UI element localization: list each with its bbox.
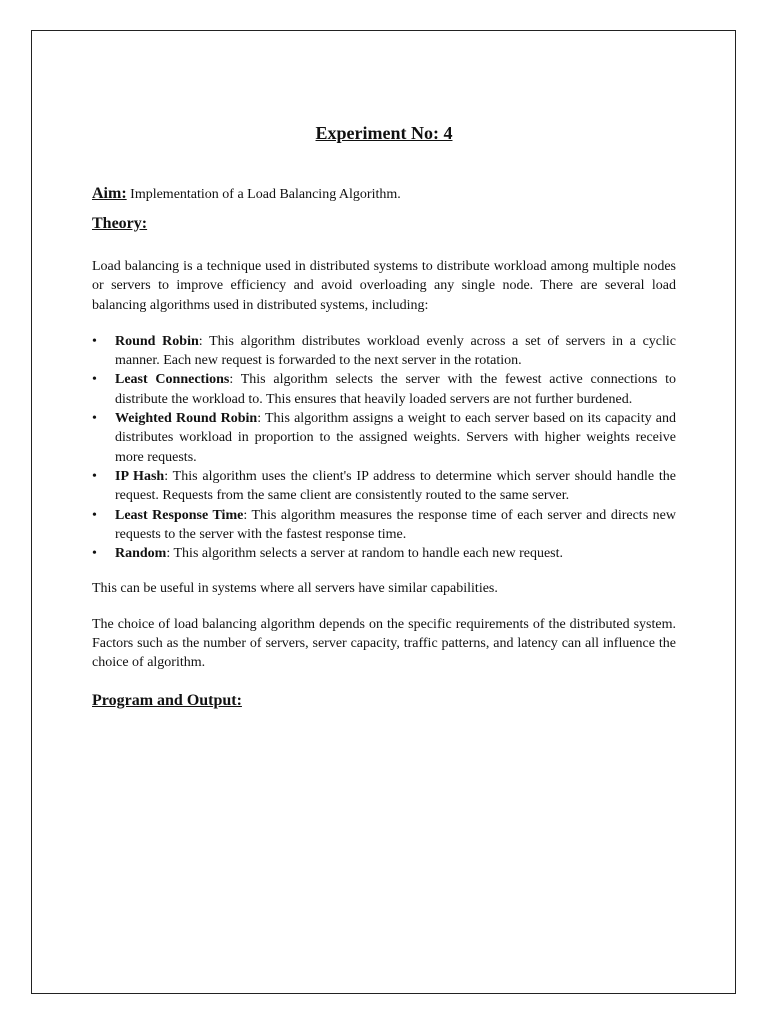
list-item [92, 370, 676, 409]
list-item [92, 409, 676, 467]
list-item [92, 506, 676, 545]
bullet-icon: • [92, 546, 97, 562]
aim-label: Aim: [92, 185, 127, 202]
list-item [92, 467, 676, 506]
bullet-icon: • [92, 333, 97, 349]
algorithm-description: : This algorithm selects the server with the fewest active connections to distribute the workload to. This ensures that heavily loaded servers are not further burdened. [115, 372, 676, 407]
algorithm-term: Least Response Time [115, 507, 244, 523]
algorithm-term: Round Robin [115, 333, 199, 349]
algorithm-description: : This algorithm distributes workload evenly across a set of servers in a cyclic manner. Each new request is forwarded to the next server in the rotation. [115, 333, 676, 369]
useful-note: This can be useful in systems where all servers have similar capabilities. [92, 581, 498, 597]
algorithm-description: : This algorithm selects a server at random to handle each new request. [166, 546, 564, 562]
algorithm-list [92, 332, 676, 564]
bullet-icon: • [92, 468, 97, 484]
program-heading: Program and Output: [92, 691, 242, 709]
algorithm-description: : This algorithm assigns a weight to each server based on its capacity and distributes workload in proportion to the assigned weights. Servers with higher weights receive more requests. [115, 411, 676, 465]
algorithm-description: : This algorithm uses the client's IP address to determine which server should handle the request. Requests from the same client are consistently routed to the same server. [115, 468, 676, 504]
list-item [92, 332, 676, 371]
algorithm-term: Least Connections [115, 372, 230, 388]
theory-heading: Theory: [92, 215, 148, 232]
aim-line [92, 184, 676, 204]
algorithm-term: IP Hash [115, 468, 165, 484]
aim-text: Implementation of a Load Balancing Algorithm. [126, 187, 401, 202]
experiment-title: Experiment No: 4 [315, 123, 453, 143]
algorithm-term: Random [115, 546, 167, 562]
document-body [92, 120, 676, 712]
algorithm-term: Weighted Round Robin [115, 411, 258, 427]
bullet-icon: • [92, 411, 97, 427]
bullet-icon: • [92, 372, 97, 388]
list-item [92, 544, 676, 563]
bullet-icon: • [92, 507, 97, 523]
choice-paragraph: The choice of load balancing algorithm depends on the specific requirements of the distributed system. Factors such as the number of servers, server capacity, traffic patterns, and latency can all influence the choice of algorithm. [92, 616, 676, 671]
algorithm-description: : This algorithm measures the response time of each server and directs new requests to the server with the fastest response time. [115, 507, 676, 542]
intro-paragraph: Load balancing is a technique used in distributed systems to distribute workload among multiple nodes or servers to improve efficiency and avoid overloading any single node. There are several load balancing algorithms used in distributed systems, including: [92, 259, 676, 313]
